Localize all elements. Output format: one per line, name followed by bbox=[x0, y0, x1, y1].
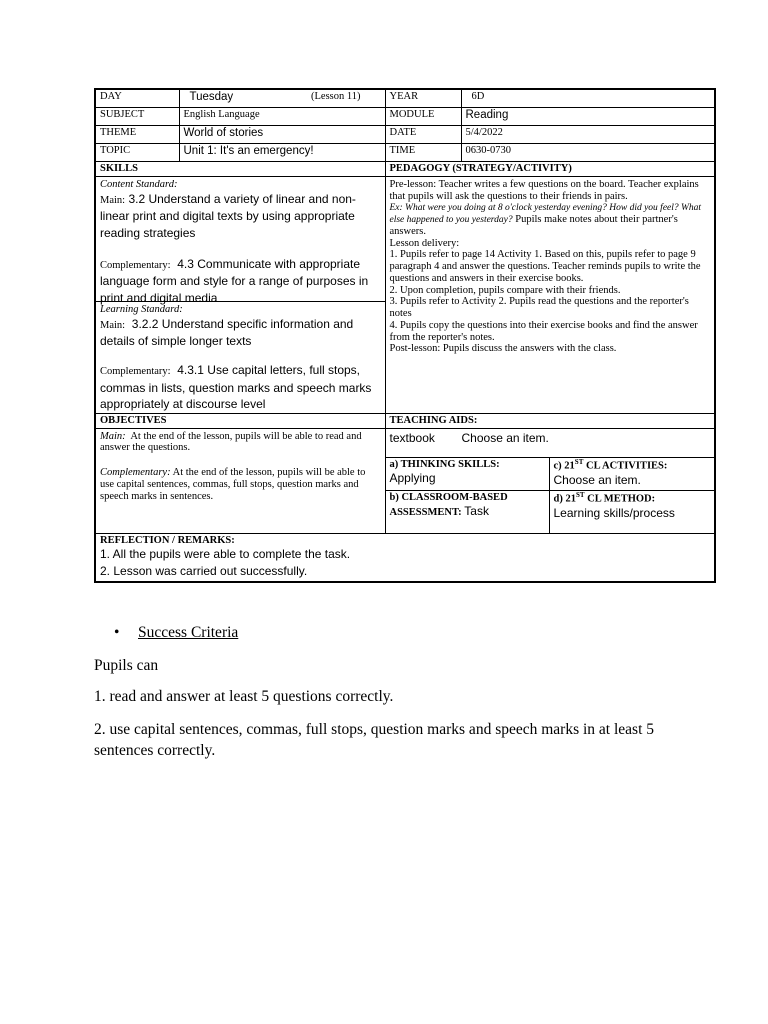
header-row-subject bbox=[95, 108, 715, 126]
subject-value: English Language bbox=[179, 108, 385, 126]
teaching-aids-cell bbox=[385, 428, 715, 457]
thinking-skills-label: a) THINKING SKILLS: bbox=[389, 458, 500, 470]
teaching-aids-heading: TEACHING AIDS: bbox=[385, 413, 715, 428]
obj-comp-label: Complementary: bbox=[100, 467, 171, 478]
skills-heading: SKILLS bbox=[95, 162, 385, 177]
activities-21-label-post: CL ACTIVITIES: bbox=[583, 460, 668, 471]
objectives-row bbox=[95, 413, 715, 428]
teaching-aid-item-1: textbook bbox=[389, 430, 435, 445]
success-criterion-1: 1. read and answer at least 5 questions correctly. bbox=[94, 688, 394, 705]
ls-main-text: 3.2.2 Understand specific information and details of simple longer texts bbox=[100, 316, 354, 349]
pedagogy-heading: PEDAGOGY (STRATEGY/ACTIVITY) bbox=[385, 162, 715, 177]
module-value: Reading bbox=[465, 109, 509, 121]
teaching-aid-item-2: Choose an item. bbox=[461, 430, 549, 445]
post-lesson-text: Post-lesson: Pupils discuss the answers with the class. bbox=[389, 343, 617, 355]
reflection-line-2: 2. Lesson was carried out successfully. bbox=[100, 564, 308, 579]
reflection-cell bbox=[95, 533, 715, 582]
time-value: 0630-0730 bbox=[461, 144, 715, 162]
module-cell bbox=[461, 108, 715, 126]
activities-21-cell bbox=[549, 457, 715, 490]
activities-21-label-sup: ST bbox=[574, 457, 584, 466]
success-criteria-heading bbox=[114, 624, 238, 642]
date-value: 5/4/2022 bbox=[461, 126, 715, 144]
thinking-skills-value: Applying bbox=[389, 471, 436, 486]
lesson-number: (Lesson 11) bbox=[311, 91, 361, 102]
objectives-cell bbox=[95, 413, 385, 533]
bullet-icon: • bbox=[114, 624, 120, 641]
example-line bbox=[390, 202, 711, 237]
cs-comp bbox=[100, 256, 381, 307]
step-3: 3. Pupils refer to Activity 2. Pupils read the questions and the reporter's notes bbox=[389, 296, 689, 319]
method-21-label bbox=[554, 492, 711, 505]
theme-label: THEME bbox=[95, 126, 179, 144]
year-value: 6D bbox=[471, 91, 485, 102]
obj-comp-text: At the end of the lesson, pupils will be able to use capital sentences, commas, full stops, question marks and speech marks in sentences. bbox=[100, 467, 366, 502]
theme-value: World of stories bbox=[179, 126, 385, 144]
objectives-body bbox=[96, 429, 385, 505]
method-21-label-sup: ST bbox=[575, 490, 585, 499]
date-label: DATE bbox=[385, 126, 461, 144]
day-cell bbox=[179, 89, 385, 108]
thinking-skills-cell bbox=[385, 457, 549, 490]
header-row-theme bbox=[95, 126, 715, 144]
subject-label: SUBJECT bbox=[95, 108, 179, 126]
cs-main-text: 3.2 Understand a variety of linear and non-linear print and digital texts by using appropriate reading strategies bbox=[100, 191, 356, 240]
lesson-plan-table bbox=[94, 88, 716, 583]
reflection-row bbox=[95, 533, 715, 582]
step-1: 1. Pupils refer to page 14 Activity 1. Based on this, pupils refer to page 9 paragraph 4 and answer the questions. Teacher reminds pupils to write the questions and answers in their exercise books. bbox=[389, 249, 701, 284]
assessment-label: b) CLASSROOM-BASED ASSESSMENT: bbox=[389, 491, 508, 519]
activities-21-label-pre: c) 21 bbox=[553, 460, 575, 471]
year-label: YEAR bbox=[385, 89, 461, 108]
year-cell bbox=[461, 89, 715, 108]
success-criterion-2: 2. use capital sentences, commas, full stops, question marks and speech marks in at least 5 sentences correctly. bbox=[94, 721, 655, 759]
module-label: MODULE bbox=[385, 108, 461, 126]
cs-comp-text: 4.3 Communicate with appropriate language form and style for a range of purposes in print and digital media bbox=[100, 256, 369, 306]
activities-21-value: Choose an item. bbox=[553, 472, 641, 487]
cs-main bbox=[100, 191, 381, 242]
obj-main bbox=[100, 431, 381, 455]
method-21-label-post: CL METHOD: bbox=[584, 493, 656, 505]
pre-lesson-text: Pre-lesson: Teacher writes a few questions on the board. Teacher explains that pupils will ask the questions to their friends in pairs. bbox=[389, 178, 699, 202]
topic-value: Unit 1: It's an emergency! bbox=[179, 144, 385, 162]
obj-comp bbox=[100, 467, 381, 502]
example-tail: Pupils make notes about their partner's answers. bbox=[389, 214, 678, 237]
method-21-value: Learning skills/process bbox=[553, 505, 675, 520]
skills-pedagogy-row bbox=[95, 176, 715, 413]
header-row-day bbox=[95, 89, 715, 108]
method-21-label-pre: d) 21 bbox=[553, 493, 576, 505]
reflection-line-1: 1. All the pupils were able to complete the task. bbox=[100, 547, 351, 562]
content-standard-label: Content Standard: bbox=[100, 178, 178, 190]
ls-comp-text: 4.3.1 Use capital letters, full stops, commas in lists, question marks and speech marks appropriately at discourse level bbox=[100, 362, 372, 412]
ls-comp bbox=[100, 362, 381, 413]
ls-main bbox=[100, 316, 381, 350]
pedagogy-cell bbox=[385, 176, 715, 413]
topic-label: TOPIC bbox=[95, 144, 179, 162]
delivery-label: Lesson delivery: bbox=[389, 237, 460, 249]
success-criteria-intro: Pupils can bbox=[94, 657, 159, 674]
assessment-cell bbox=[385, 490, 549, 533]
ls-comp-label: Complementary: bbox=[100, 365, 171, 377]
obj-main-text: At the end of the lesson, pupils will be able to read and answer the questions. bbox=[100, 430, 362, 454]
obj-main-label: Main: bbox=[100, 430, 126, 442]
cs-main-label: Main: bbox=[100, 194, 126, 206]
content-standard-block bbox=[96, 177, 385, 306]
learning-standard-block bbox=[96, 301, 385, 413]
assessment-line bbox=[390, 492, 545, 521]
time-label: TIME bbox=[385, 144, 461, 162]
section-heading-row bbox=[95, 162, 715, 177]
day-label: DAY bbox=[95, 89, 179, 108]
activities-21-label bbox=[554, 459, 711, 472]
step-2: 2. Upon completion, pupils compare with their friends. bbox=[389, 284, 621, 296]
learning-standard-label: Learning Standard: bbox=[100, 303, 183, 315]
day-value: Tuesday bbox=[189, 91, 234, 103]
method-21-cell bbox=[549, 490, 715, 533]
ls-main-label: Main: bbox=[100, 319, 126, 331]
skills-cell bbox=[95, 176, 385, 413]
example-text: Ex: What were you doing at 8 o'clock yesterday evening? How did you feel? What else happened to you yesterday? bbox=[389, 203, 702, 225]
objectives-heading: OBJECTIVES bbox=[96, 414, 385, 429]
success-criteria-title: Success Criteria bbox=[138, 624, 239, 641]
reflection-heading: REFLECTION / REMARKS: bbox=[100, 534, 235, 546]
step-4: 4. Pupils copy the questions into their exercise books and find the answer from the reporter's notes. bbox=[389, 319, 698, 343]
cs-comp-label: Complementary: bbox=[100, 259, 171, 271]
header-row-topic bbox=[95, 144, 715, 162]
assessment-value: Task bbox=[464, 504, 489, 519]
